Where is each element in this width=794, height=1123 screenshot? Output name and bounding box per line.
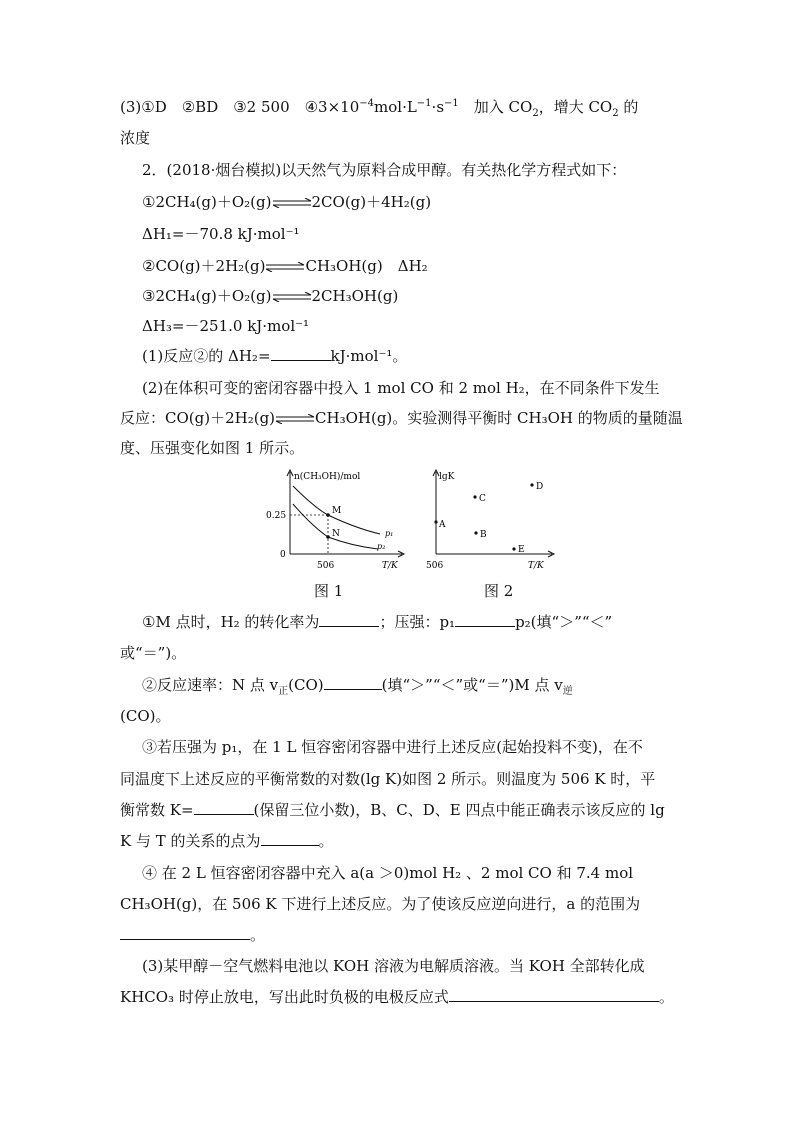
sub-2-text-2: (CO) xyxy=(288,676,324,694)
sub-1-text-2: ；压强：p₁ xyxy=(379,613,456,631)
equation-2 xyxy=(142,256,428,276)
subscript: 正 xyxy=(278,686,289,697)
unit: ·s xyxy=(431,98,445,116)
sub-2-line-2: (CO)。 xyxy=(120,707,171,725)
answer-blank[interactable] xyxy=(271,346,331,361)
answer-text: 的 xyxy=(618,98,639,116)
answer-text: 加入 CO xyxy=(458,98,533,116)
eq-left: ②CO(g)＋2H₂(g) xyxy=(142,257,266,275)
y-axis-label: lgK xyxy=(439,472,455,482)
sub-2-line-1 xyxy=(142,675,573,695)
sub-3-line-4 xyxy=(120,831,334,851)
subscript: 2 xyxy=(532,108,539,119)
eq-left: ①2CH₄(g)＋O₂(g) xyxy=(142,193,272,211)
part-1-unit: kJ·mol⁻¹。 xyxy=(330,347,408,365)
point-b xyxy=(474,531,477,534)
equilibrium-arrow-icon xyxy=(272,198,312,208)
answer-blank[interactable] xyxy=(449,987,659,1002)
subscript: 2 xyxy=(612,108,619,119)
curve-p2-label: p₂ xyxy=(377,542,386,551)
unit: mol·L xyxy=(374,98,417,116)
answer-blank[interactable] xyxy=(120,925,250,940)
sub-3-line-1: ③若压强为 p₁，在 1 L 恒容密闭容器中进行上述反应(起始投料不变)，在不 xyxy=(142,738,643,756)
sub-4-line-1: ④ 在 2 L 恒容密闭容器中充入 a(a ＞0)mol H₂ 、2 mol CO 和 7.4 mol xyxy=(142,864,634,882)
answer-blank[interactable] xyxy=(319,612,379,627)
part-2-eq-right: CH₃OH(g)。实验测得平衡时 CH₃OH 的物质的量随温 xyxy=(315,409,683,427)
sub-2-text-3: (填“＞”“＜”或“＝”)M 点 v xyxy=(381,676,563,694)
sub-4-line-3 xyxy=(120,925,265,945)
x-axis-label: T/K xyxy=(382,561,398,571)
sub-4-line-2: CH₃OH(g)，在 506 K 下进行上述反应。为了使该反应逆向进行，a 的范围为 xyxy=(120,895,641,913)
point-e-label: E xyxy=(518,545,525,555)
x-tick-label: 506 xyxy=(426,561,444,571)
point-m xyxy=(326,513,330,517)
sub-3-text-2: (保留三位小数)，B、C、D、E 四点中能正确表示该反应的 lg xyxy=(253,801,665,819)
point-b-label: B xyxy=(480,530,487,540)
part-2-line-3: 度、压强变化如图 1 所示。 xyxy=(120,439,305,457)
answer-text: ，增大 CO xyxy=(538,98,613,116)
sub-3-text-3: K 与 T 的关系的点为 xyxy=(120,832,261,850)
sub-3-text-4: 。 xyxy=(318,832,334,850)
point-d xyxy=(530,483,533,486)
origin-label: 0 xyxy=(280,550,286,560)
x-axis-label: T/K xyxy=(528,561,544,571)
answer-line-2: 浓度 xyxy=(120,129,151,147)
part-1 xyxy=(142,346,407,366)
equilibrium-arrow-icon xyxy=(265,262,305,272)
sub-2-text: ②反应速率：N 点 v xyxy=(142,676,279,694)
sub-3-line-2: 同温度下上述反应的平衡常数的对数(lg K)如图 2 所示。则温度为 506 K 时，平 xyxy=(120,770,656,788)
sub-1-line-2: 或“＝”)。 xyxy=(120,644,187,662)
part-2-eq-left: 反应：CO(g)＋2H₂(g) xyxy=(120,409,276,427)
sub-4-end: 。 xyxy=(250,926,266,944)
point-a xyxy=(434,520,437,523)
part-2-line-1: (2)在体积可变的密闭容器中投入 1 mol CO 和 2 mol H₂，在不同条件下发生 xyxy=(142,379,660,397)
question-title: 2．(2018·烟台模拟)以天然气为原料合成甲醇。有关热化学方程式如下： xyxy=(142,161,627,179)
eq-right: 2CH₃OH(g) xyxy=(311,287,399,305)
point-n-label: N xyxy=(332,529,340,539)
point-c-label: C xyxy=(479,494,486,504)
sub-1-line-1 xyxy=(142,612,612,632)
figure-1-caption: 图 1 xyxy=(314,582,344,600)
sub-3-line-3 xyxy=(120,800,665,820)
part-3-text: KHCO₃ 时停止放电，写出此时负极的电极反应式 xyxy=(120,988,449,1006)
point-c xyxy=(473,495,476,498)
enthalpy-3: ΔH₃=－251.0 kJ·mol⁻¹ xyxy=(142,317,310,335)
point-a-label: A xyxy=(439,520,446,530)
equilibrium-arrow-icon xyxy=(272,292,312,302)
part-3-line-1: (3)某甲醇－空气燃料电池以 KOH 溶液为电解质溶液。当 KOH 全部转化成 xyxy=(142,957,645,975)
part-3-line-2 xyxy=(120,987,674,1007)
eq-left: ③2CH₄(g)＋O₂(g) xyxy=(142,287,272,305)
y-axis-label: n(CH₃OH)/mol xyxy=(294,472,361,482)
part-3-end: 。 xyxy=(658,988,674,1006)
figure-1 xyxy=(260,466,410,576)
part-1-text: (1)反应②的 ΔH₂= xyxy=(142,347,271,365)
curve-p1-label: p₁ xyxy=(385,529,394,538)
y-tick-label: 0.25 xyxy=(266,511,287,521)
answer-blank[interactable] xyxy=(324,675,382,690)
point-n xyxy=(326,535,330,539)
x-tick-label: 506 xyxy=(317,561,335,571)
figure-2-caption: 图 2 xyxy=(484,582,514,600)
point-m-label: M xyxy=(332,506,342,516)
subscript: 逆 xyxy=(562,686,573,697)
enthalpy-1: ΔH₁=－70.8 kJ·mol⁻¹ xyxy=(142,225,300,243)
exponent: −4 xyxy=(359,98,375,109)
equation-3 xyxy=(142,286,398,306)
answer-blank[interactable] xyxy=(194,800,254,815)
eq-right: 2CO(g)＋4H₂(g) xyxy=(311,193,432,211)
answer-blank[interactable] xyxy=(261,831,319,846)
sub-1-text-3: p₂(填“＞”“＜” xyxy=(515,613,613,631)
answer-blank[interactable] xyxy=(455,612,515,627)
eq-right: CH₃OH(g) ΔH₂ xyxy=(305,257,428,275)
sub-3-text: 衡常数 K= xyxy=(120,801,194,819)
point-d-label: D xyxy=(536,482,544,492)
sub-1-text: ①M 点时，H₂ 的转化率为 xyxy=(142,613,320,631)
point-e xyxy=(512,547,515,550)
answer-text: (3)①D ②BD ③2 500 ④3×10 xyxy=(120,98,360,116)
answer-line xyxy=(120,97,638,117)
exponent: −1 xyxy=(444,98,459,109)
equilibrium-arrow-icon xyxy=(275,414,315,424)
part-2-line-2 xyxy=(120,408,683,428)
exponent: −1 xyxy=(416,98,432,109)
figure-2 xyxy=(420,466,560,576)
equation-1 xyxy=(142,192,431,212)
